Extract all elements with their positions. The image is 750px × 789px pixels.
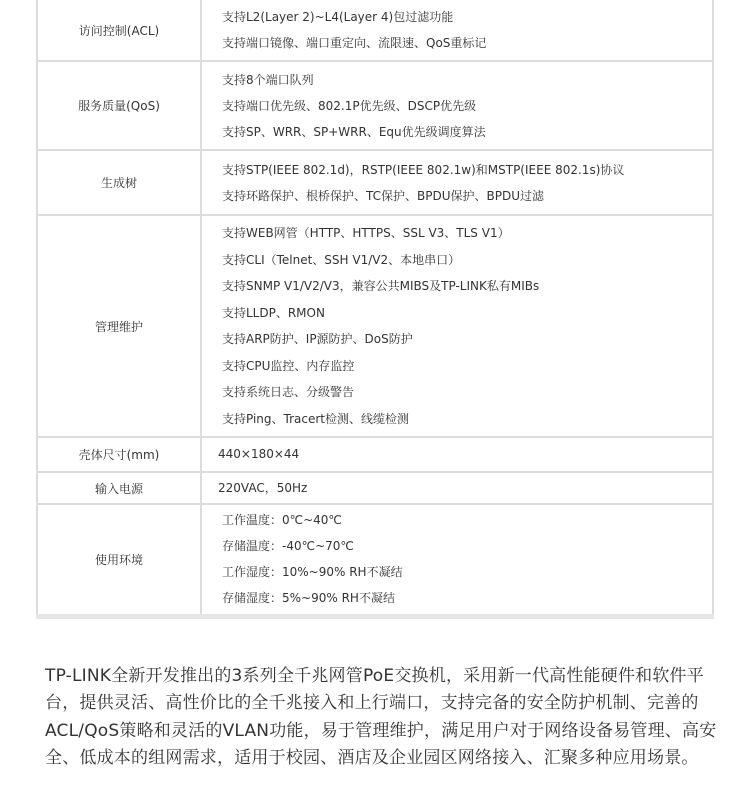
spec-line: 工作温度：0℃~40℃ <box>222 513 342 528</box>
spec-line: 支持STP(IEEE 802.1d)，RSTP(IEEE 802.1w)和MSTP(IEEE 802.1s)协议 <box>222 162 625 177</box>
spec-line: 支持8个端口队列 <box>222 72 314 87</box>
spec-label: 管理维护 <box>37 215 201 437</box>
spec-line: 220VAC，50Hz <box>218 480 308 495</box>
spec-value <box>201 437 713 472</box>
spec-line: 支持CLI（Telnet、SSH V1/V2、本地串口） <box>222 252 461 267</box>
spec-line: 支持环路保护、根桥保护、TC保护、BPDU保护、BPDU过滤 <box>222 188 544 203</box>
spec-value <box>201 150 713 215</box>
spec-line: 支持L2(Layer 2)~L4(Layer 4)包过滤功能 <box>222 9 454 24</box>
spec-label: 访问控制(ACL) <box>37 0 201 61</box>
spec-line: 支持Ping、Tracert检测、线缆检测 <box>222 411 410 426</box>
spec-line: 存储湿度：5%~90% RH不凝结 <box>222 591 395 606</box>
spec-label: 服务质量(QoS) <box>37 61 201 150</box>
spec-value <box>201 0 713 61</box>
spec-line: 支持系统日志、分级警告 <box>222 385 355 399</box>
spec-row-power <box>37 472 713 504</box>
spec-line: 支持LLDP、RMON <box>222 305 325 320</box>
spec-line: 支持CPU监控、内存监控 <box>222 358 355 373</box>
spec-line: 440×180×44 <box>218 447 300 462</box>
spec-line: 支持端口优先级、802.1P优先级、DSCP优先级 <box>222 98 477 113</box>
spec-row-acl <box>37 0 713 61</box>
spec-line: 支持SP、WRR、SP+WRR、Equ优先级调度算法 <box>222 124 486 139</box>
spec-label: 生成树 <box>37 150 201 215</box>
spec-value <box>201 504 713 616</box>
spec-row-environment <box>37 504 713 616</box>
spec-line: 工作湿度：10%~90% RH不凝结 <box>222 565 403 580</box>
spec-label: 使用环境 <box>37 504 201 616</box>
spec-value <box>201 472 713 504</box>
spec-line: 支持WEB网管（HTTP、HTTPS、SSL V3、TLS V1） <box>222 226 510 240</box>
spec-table <box>36 0 714 619</box>
spec-row-qos <box>37 61 713 150</box>
spec-line: 支持ARP防护、IP源防护、DoS防护 <box>222 332 413 346</box>
spec-line: 存储温度：-40℃~70℃ <box>222 539 354 554</box>
product-intro-paragraph: TP-LINK全新开发推出的3系列全千兆网管PoE交换机，采用新一代高性能硬件和软件平台，提供灵活、高性价比的全千兆接入和上行端口，支持完备的安全防护机制、完善的ACL/QoS策略和灵活的VLAN功能，易于管理维护，满足用户对于网络设备易管理、高安全、低成本的组网需求，适用于校园、酒店及企业园区网络接入、汇聚多种应用场景。 <box>45 666 717 769</box>
spec-row-dimensions <box>37 437 713 472</box>
spec-value <box>201 61 713 150</box>
spec-label: 壳体尺寸(mm) <box>37 437 201 472</box>
spec-row-spanning-tree <box>37 150 713 215</box>
spec-line: 支持SNMP V1/V2/V3，兼容公共MIBS及TP-LINK私有MIBs <box>222 279 540 293</box>
spec-line: 支持端口镜像、端口重定向、流限速、QoS重标记 <box>222 36 487 50</box>
spec-label: 输入电源 <box>37 472 201 504</box>
spec-value <box>201 215 713 437</box>
spec-row-management <box>37 215 713 437</box>
